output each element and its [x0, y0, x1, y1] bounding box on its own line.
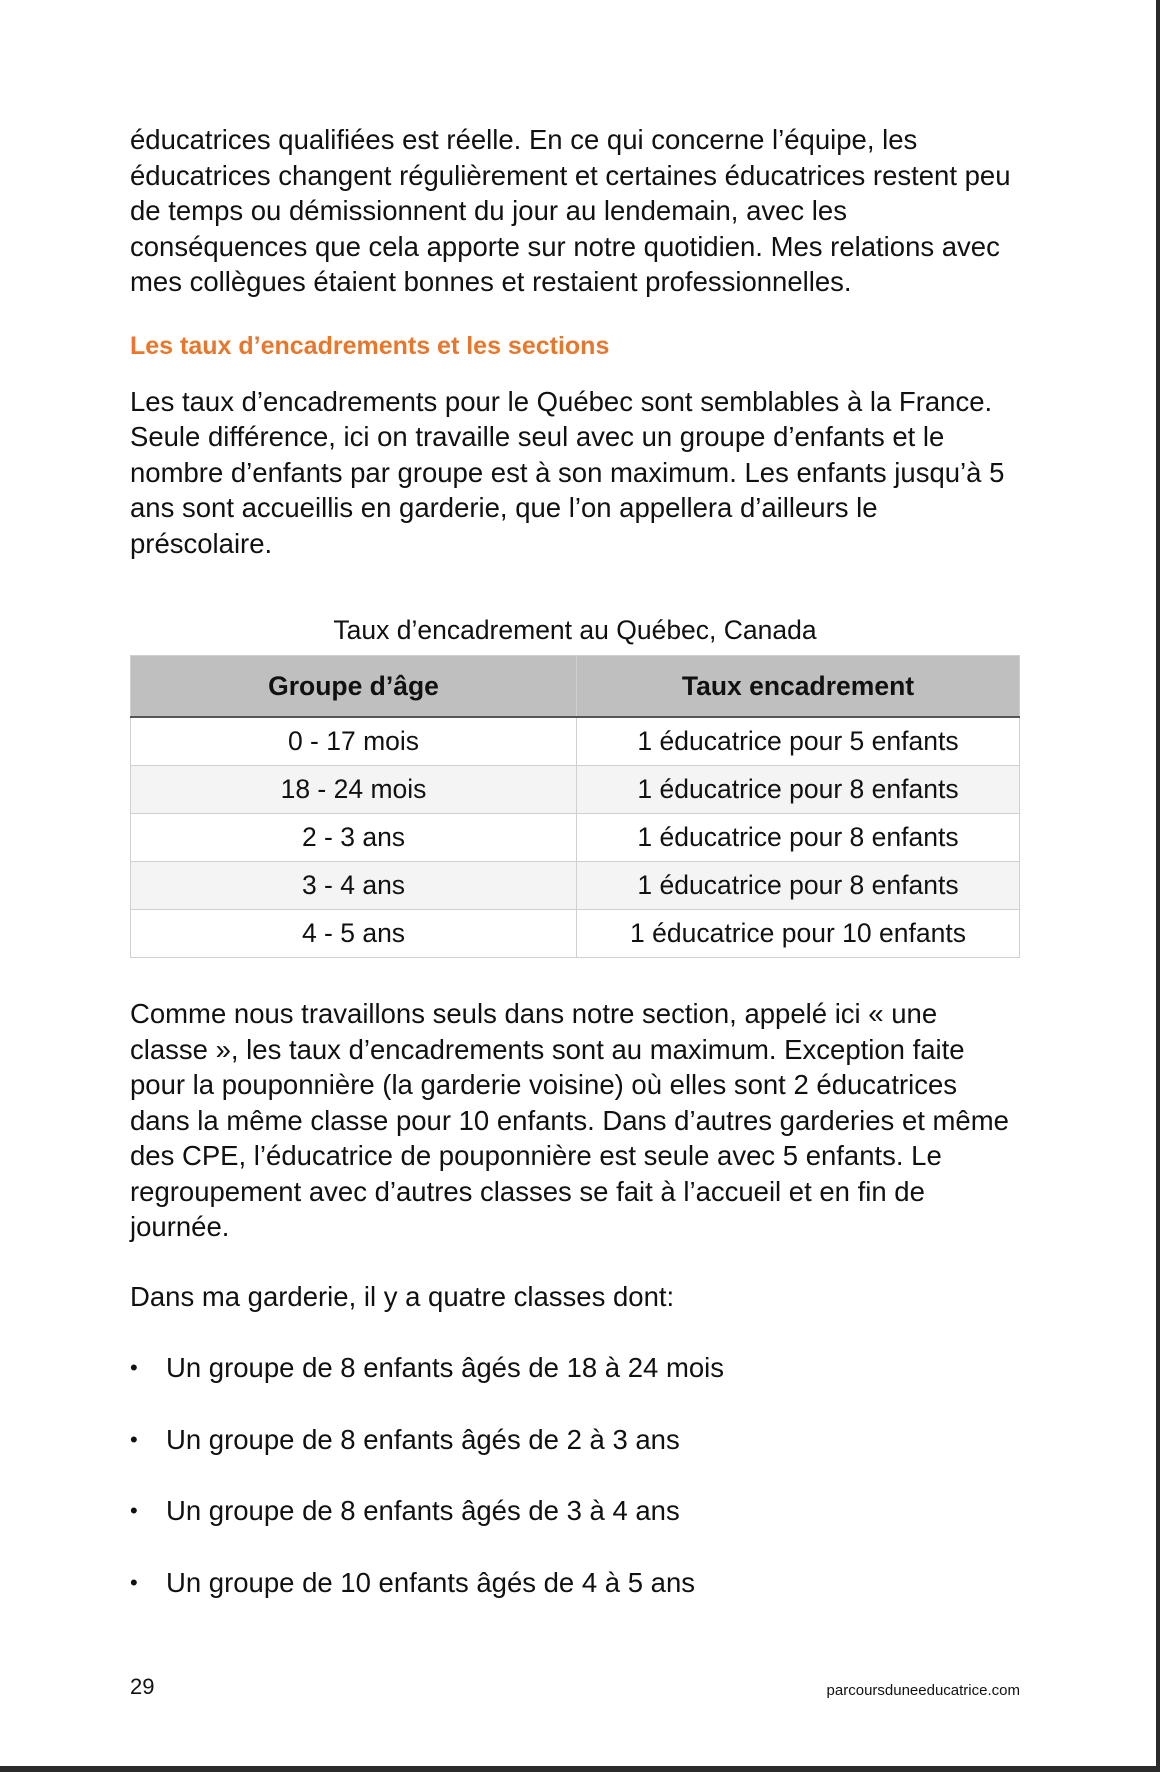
- rate-cell: 1 éducatrice pour 8 enfants: [577, 862, 1020, 910]
- table-row: [131, 814, 1020, 862]
- list-item-text: Un groupe de 10 enfants âgés de 4 à 5 ans: [166, 1566, 696, 1598]
- list-item: [130, 1350, 1020, 1386]
- table-header-row: [131, 656, 1020, 718]
- rate-cell: 1 éducatrice pour 8 enfants: [577, 814, 1020, 862]
- list-item-text: Un groupe de 8 enfants âgés de 2 à 3 ans: [166, 1423, 680, 1455]
- age-group-cell: 18 - 24 mois: [131, 766, 577, 814]
- table-row: [131, 862, 1020, 910]
- bullet-icon: •: [130, 1426, 138, 1452]
- bullet-icon: •: [130, 1355, 138, 1380]
- list-intro: Dans ma garderie, il y a quatre classes dont:: [130, 1280, 675, 1312]
- class-list: [130, 1350, 1020, 1600]
- list-item: [130, 1422, 1020, 1458]
- section-heading: Les taux d’encadrements et les sections: [130, 331, 610, 360]
- age-group-cell: 0 - 17 mois: [131, 717, 577, 766]
- rate-cell: 1 éducatrice pour 10 enfants: [577, 910, 1020, 958]
- page-content: [130, 122, 1020, 1636]
- age-group-cell: 4 - 5 ans: [131, 910, 577, 958]
- after-table-paragraph: Comme nous travaillons seuls dans notre section, appelé ici « une classe », les taux d’encadrements sont au maximum. Exception faite pour la pouponnière (la garderie voisine) où elles sont 2 éducatrices dans la même classe pour 10 enfants. Dans d’autres garderies et même des CPE, l’éducatrice de pouponnière est seule avec 5 enfants. Le regroupement avec d’autres classes se fait à l’accueil et en fin de journée.: [130, 998, 1009, 1242]
- header-age-group: Groupe d’âge: [131, 656, 577, 718]
- list-item-text: Un groupe de 8 enfants âgés de 3 à 4 ans: [166, 1495, 680, 1526]
- age-group-cell: 3 - 4 ans: [131, 862, 577, 910]
- intro-paragraph: éducatrices qualifiées est réelle. En ce qui concerne l’équipe, les éducatrices changent régulièrement et certaines éducatrices restent peu de temps ou démissionnent du jour au lendemain, avec les conséquences que cela apporte sur notre quotidien. Mes relations avec mes collègues étaient bonnes et restaient professionnelles.: [130, 124, 1011, 297]
- footer-website: parcoursduneeducatrice.com: [826, 1682, 1020, 1699]
- rates-table: [130, 655, 1020, 958]
- list-item: [130, 1565, 1020, 1601]
- list-item: [130, 1493, 1020, 1529]
- table-row: [131, 766, 1020, 814]
- bullet-icon: •: [130, 1569, 138, 1595]
- header-rate: Taux encadrement: [577, 656, 1020, 718]
- age-group-cell: 2 - 3 ans: [131, 814, 577, 862]
- rate-cell: 1 éducatrice pour 8 enfants: [577, 766, 1020, 814]
- list-item-text: Un groupe de 8 enfants âgés de 18 à 24 mois: [166, 1352, 725, 1383]
- table-row: [131, 717, 1020, 766]
- bullet-icon: •: [130, 1498, 138, 1523]
- rate-cell: 1 éducatrice pour 5 enfants: [577, 717, 1020, 766]
- table-caption: Taux d’encadrement au Québec, Canada: [333, 615, 817, 645]
- page-number: 29: [130, 1674, 155, 1699]
- table-row: [131, 910, 1020, 958]
- rates-paragraph: Les taux d’encadrements pour le Québec sont semblables à la France. Seule différence, ici on travaille seul avec un groupe d’enfants et le nombre d’enfants par groupe est à son maximum. Les enfants jusqu’à 5 ans sont accueillis en garderie, que l’on appellera d’ailleurs le préscolaire.: [130, 385, 1005, 559]
